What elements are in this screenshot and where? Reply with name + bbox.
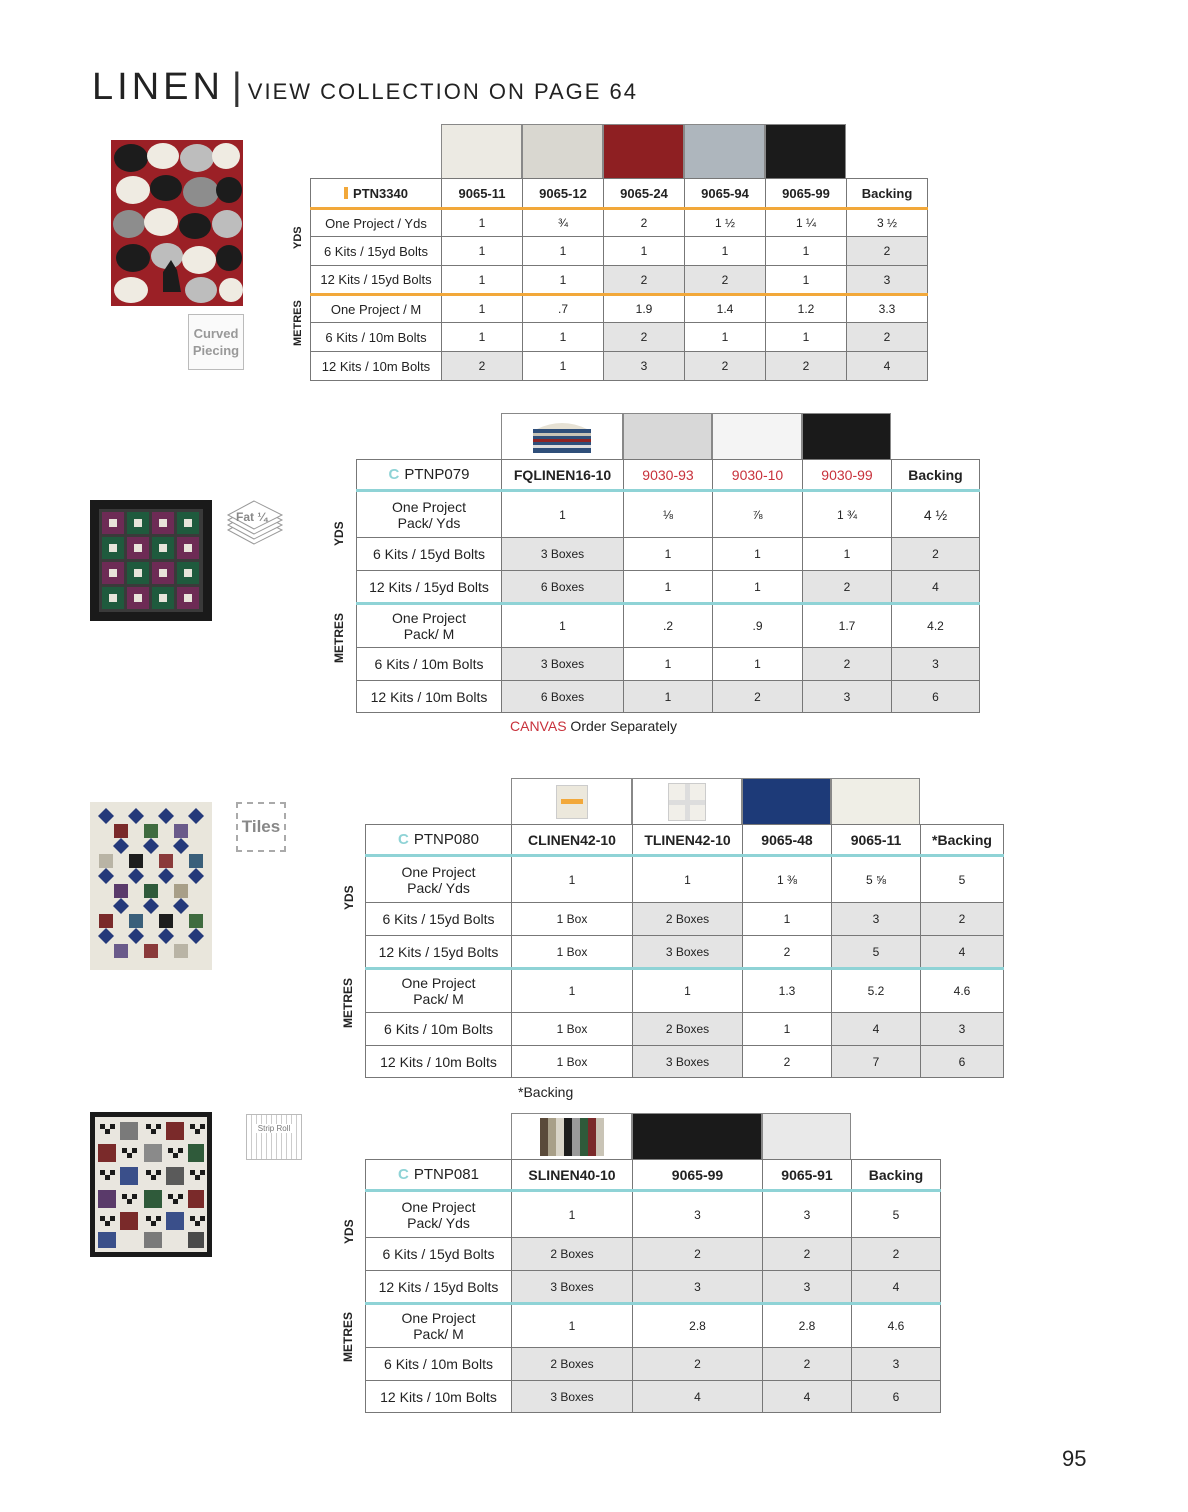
column-header: SLINEN40-10: [512, 1160, 633, 1191]
table-cell: 3: [633, 1271, 763, 1304]
badge-label: Strip Roll: [257, 1123, 291, 1133]
table-cell: 1 Box: [512, 1046, 633, 1078]
yds-group-label: YDS: [342, 1219, 356, 1244]
table-cell: 3 Boxes: [502, 648, 624, 681]
table-cell: 2: [713, 681, 803, 713]
table-row: [357, 491, 980, 538]
badge-label: Curved Piecing: [192, 326, 240, 358]
table-cell: ⅞: [713, 491, 803, 538]
row-label: One Project Pack/ Yds: [357, 491, 502, 538]
swatch-9065-11: [831, 778, 920, 824]
table-header-row: [366, 825, 1004, 856]
row-label: One Project Pack/ Yds: [366, 1191, 512, 1238]
table-cell: 2: [763, 1348, 852, 1381]
table-cell: 4: [852, 1271, 941, 1304]
table-cell: 1: [523, 323, 604, 352]
column-header: 9065-91: [763, 1160, 852, 1191]
log-cabin-quilt-image: [90, 1112, 212, 1257]
badge-label: Fat ¼: [236, 510, 268, 524]
table-row: [366, 903, 1004, 936]
column-header: 9065-48: [743, 825, 832, 856]
row-label: 6 Kits / 10m Bolts: [366, 1348, 512, 1381]
backing-note: *Backing: [518, 1084, 574, 1100]
column-header: Backing: [892, 460, 980, 491]
table-cell: 2: [604, 209, 685, 237]
swatch-9065-12: [522, 124, 603, 178]
yardage-table-ptnp080: [365, 824, 1004, 1078]
table-cell: 1.3: [743, 969, 832, 1013]
table-cell: 4: [921, 936, 1004, 969]
pattern-id: C PTNP080: [366, 825, 512, 856]
row-label: One Project Pack/ M: [357, 604, 502, 648]
row-label: 12 Kits / 10m Bolts: [366, 1046, 512, 1078]
row-label: 12 Kits / 10m Bolts: [311, 352, 442, 381]
table-row: [366, 936, 1004, 969]
table-row: [366, 1381, 941, 1413]
table-cell: 1: [624, 681, 713, 713]
table-cell: 1: [512, 856, 633, 903]
swatch-9030-10: [712, 413, 802, 459]
table-row: [366, 1191, 941, 1238]
table-cell: 1: [685, 323, 766, 352]
table-cell: 1 ¾: [803, 491, 892, 538]
table-cell: 4: [847, 352, 928, 381]
table-cell: 1 Box: [512, 1013, 633, 1046]
title-separator: |: [231, 66, 242, 108]
metres-group-label: METRES: [332, 612, 346, 663]
c-logo-icon: C: [398, 831, 409, 848]
table-cell: 6 Boxes: [502, 681, 624, 713]
table-cell: 2: [847, 237, 928, 266]
table-row: [366, 969, 1004, 1013]
table-cell: 1.2: [766, 295, 847, 323]
c-logo-icon: C: [388, 466, 400, 483]
table-cell: 1: [743, 1013, 832, 1046]
pattern-id: PTN3340: [311, 179, 442, 209]
table-row: [366, 1304, 941, 1348]
table-cell: .2: [624, 604, 713, 648]
table-row: [311, 295, 928, 323]
table-cell: 2: [685, 352, 766, 381]
sheep-quilt-image: [111, 140, 243, 306]
column-header: 9065-99: [766, 179, 847, 209]
table-row: [311, 323, 928, 352]
table-cell: 1: [685, 237, 766, 266]
swatch-9065-48: [742, 778, 831, 824]
canvas-label: CANVAS: [510, 718, 567, 734]
table-cell: 3: [763, 1271, 852, 1304]
swatch-9065-24: [603, 124, 684, 178]
table-cell: 2: [633, 1238, 763, 1271]
table-row: [366, 1013, 1004, 1046]
table-cell: 3: [852, 1348, 941, 1381]
metres-group-label: METRES: [292, 300, 304, 346]
table-row: [366, 1046, 1004, 1078]
collection-subtitle[interactable]: VIEW COLLECTION ON PAGE 64: [247, 79, 639, 104]
column-header: *Backing: [921, 825, 1004, 856]
table-cell: 1: [512, 969, 633, 1013]
row-label: One Project / Yds: [311, 209, 442, 237]
column-header: 9065-99: [633, 1160, 763, 1191]
table-cell: 1 ½: [685, 209, 766, 237]
table-cell: 5 ⅝: [832, 856, 921, 903]
table-cell: 1: [442, 323, 523, 352]
swatch-9030-99: [802, 413, 891, 459]
table-cell: 3: [803, 681, 892, 713]
fat-quarter-badge: [224, 500, 286, 548]
table-cell: 1: [604, 237, 685, 266]
table-cell: 3 Boxes: [633, 1046, 743, 1078]
column-header: CLINEN42-10: [512, 825, 633, 856]
table-cell: 1: [624, 538, 713, 571]
table-cell: 1: [713, 648, 803, 681]
badge-label: Tiles: [241, 817, 281, 836]
table-cell: 1: [713, 538, 803, 571]
strip-roll-badge: [246, 1114, 302, 1160]
table-cell: 1: [766, 323, 847, 352]
tiles-quilt-image: [90, 802, 212, 970]
table-cell: 2 Boxes: [633, 903, 743, 936]
row-label: 6 Kits / 10m Bolts: [357, 648, 502, 681]
yds-group-label: YDS: [292, 226, 304, 249]
table-cell: 2 Boxes: [633, 1013, 743, 1046]
column-header: FQLINEN16-10: [502, 460, 624, 491]
table-cell: 5.2: [832, 969, 921, 1013]
table-cell: 1 Box: [512, 903, 633, 936]
row-label: 6 Kits / 15yd Bolts: [366, 903, 512, 936]
table-row: [311, 209, 928, 237]
column-header: 9030-99: [803, 460, 892, 491]
table-row: [366, 1238, 941, 1271]
tiles-badge: [236, 802, 286, 852]
table-cell: 2: [743, 1046, 832, 1078]
table-cell: 1: [512, 1191, 633, 1238]
row-label: One Project Pack/ M: [366, 1304, 512, 1348]
table-cell: 2: [743, 936, 832, 969]
column-header: 9065-12: [523, 179, 604, 209]
row-label: 6 Kits / 10m Bolts: [311, 323, 442, 352]
table-cell: ⅛: [624, 491, 713, 538]
table-cell: 6 Boxes: [502, 571, 624, 604]
table-cell: 1: [766, 266, 847, 295]
table-cell: 2 Boxes: [512, 1238, 633, 1271]
table-row: [311, 237, 928, 266]
metres-group-label: METRES: [341, 1311, 355, 1362]
table-header-row: [311, 179, 928, 209]
row-label: One Project Pack/ Yds: [366, 856, 512, 903]
table-cell: 4.6: [852, 1304, 941, 1348]
table-row: [366, 856, 1004, 903]
row-label: 12 Kits / 15yd Bolts: [366, 1271, 512, 1304]
table-cell: 3 ½: [847, 209, 928, 237]
table-cell: 1: [803, 538, 892, 571]
table-cell: 2: [604, 323, 685, 352]
row-label: 12 Kits / 15yd Bolts: [357, 571, 502, 604]
table-cell: 1 Box: [512, 936, 633, 969]
c-logo-icon: C: [398, 1166, 409, 1183]
fabric-swatches-t4: [511, 1113, 851, 1159]
table-cell: 4: [763, 1381, 852, 1413]
table-cell: 3 Boxes: [502, 538, 624, 571]
column-header: 9030-93: [624, 460, 713, 491]
orange-marker: [344, 187, 348, 199]
swatch-9065-99: [765, 124, 846, 178]
table-cell: 1: [442, 209, 523, 237]
table-cell: 1.9: [604, 295, 685, 323]
fat-quarter-stack-icon: [224, 500, 286, 548]
row-label: 12 Kits / 10m Bolts: [357, 681, 502, 713]
table-cell: 6: [892, 681, 980, 713]
table-cell: 6: [921, 1046, 1004, 1078]
row-label: 6 Kits / 15yd Bolts: [357, 538, 502, 571]
table-cell: 1: [502, 491, 624, 538]
column-header: 9065-11: [832, 825, 921, 856]
table-cell: 2: [685, 266, 766, 295]
row-label: 6 Kits / 15yd Bolts: [311, 237, 442, 266]
curved-piecing-badge: [188, 314, 244, 370]
table-cell: 3: [604, 352, 685, 381]
row-label: 12 Kits / 10m Bolts: [366, 1381, 512, 1413]
table-cell: 1: [442, 237, 523, 266]
table-cell: 1: [442, 266, 523, 295]
table-cell: 1: [713, 571, 803, 604]
table-cell: 4 ½: [892, 491, 980, 538]
table-cell: .7: [523, 295, 604, 323]
table-cell: 1: [512, 1304, 633, 1348]
table-cell: 4.2: [892, 604, 980, 648]
swatch-9030-93: [623, 413, 712, 459]
table-row: [311, 266, 928, 295]
table-cell: 2 Boxes: [512, 1348, 633, 1381]
table-cell: 6: [852, 1381, 941, 1413]
swatch-9065-99: [632, 1113, 762, 1159]
table-cell: 4: [633, 1381, 763, 1413]
table-cell: 1.7: [803, 604, 892, 648]
swatch-9065-11: [441, 124, 522, 178]
table-cell: 1: [633, 969, 743, 1013]
table-cell: 2: [633, 1348, 763, 1381]
yardage-table-ptnp079: [356, 459, 980, 713]
table-cell: 2.8: [763, 1304, 852, 1348]
table-row: [357, 538, 980, 571]
table-cell: 2: [766, 352, 847, 381]
column-header: Backing: [852, 1160, 941, 1191]
yds-group-label: YDS: [342, 885, 356, 910]
fabric-swatches-t1: [441, 124, 846, 178]
strip-roll-pack-icon: [511, 1113, 632, 1159]
tile-pack-icon: [632, 778, 742, 824]
table-cell: 3: [847, 266, 928, 295]
table-row: [366, 1271, 941, 1304]
table-cell: 2: [803, 571, 892, 604]
charm-pack-icon: [511, 778, 632, 824]
table-cell: 5: [832, 936, 921, 969]
table-cell: 1: [743, 903, 832, 936]
table-cell: 1.4: [685, 295, 766, 323]
table-row: [366, 1348, 941, 1381]
table-cell: 3 Boxes: [633, 936, 743, 969]
table-cell: 1: [633, 856, 743, 903]
table-cell: ¾: [523, 209, 604, 237]
table-cell: 3: [892, 648, 980, 681]
table-cell: 2: [604, 266, 685, 295]
page-number: 95: [1062, 1446, 1087, 1471]
table-cell: 1: [523, 237, 604, 266]
table-cell: 7: [832, 1046, 921, 1078]
table-cell: 1: [502, 604, 624, 648]
table-cell: 3 Boxes: [512, 1271, 633, 1304]
table-header-row: [357, 460, 980, 491]
table-cell: 1: [523, 266, 604, 295]
column-header: Backing: [847, 179, 928, 209]
pattern-id: C PTNP079: [357, 460, 502, 491]
table-cell: 1: [442, 295, 523, 323]
star-quilt-image: [90, 500, 212, 621]
fabric-swatches-t3: [511, 778, 920, 824]
table-cell: 1: [523, 352, 604, 381]
table-header-row: [366, 1160, 941, 1191]
table-cell: 2.8: [633, 1304, 763, 1348]
row-label: 12 Kits / 15yd Bolts: [366, 936, 512, 969]
fabric-swatches-t2: [501, 413, 891, 459]
yardage-table-ptn3340: [310, 178, 928, 381]
table-cell: 5: [852, 1191, 941, 1238]
table-row: [357, 604, 980, 648]
table-cell: 2: [921, 903, 1004, 936]
column-header: TLINEN42-10: [633, 825, 743, 856]
yds-group-label: YDS: [332, 521, 346, 546]
table-cell: 2: [763, 1238, 852, 1271]
table-cell: 3: [763, 1191, 852, 1238]
table-cell: 2: [803, 648, 892, 681]
column-header: 9065-24: [604, 179, 685, 209]
swatch-9065-91: [762, 1113, 851, 1159]
table-cell: 4: [892, 571, 980, 604]
table-row: [357, 648, 980, 681]
swatch-9065-94: [684, 124, 765, 178]
column-header: 9065-11: [442, 179, 523, 209]
row-label: One Project / M: [311, 295, 442, 323]
table-row: [311, 352, 928, 381]
table-cell: 2: [892, 538, 980, 571]
collection-title: LINEN: [92, 66, 224, 108]
metres-group-label: METRES: [341, 977, 355, 1028]
table-cell: 4.6: [921, 969, 1004, 1013]
table-cell: .9: [713, 604, 803, 648]
table-cell: 2: [852, 1238, 941, 1271]
table-cell: 2: [847, 323, 928, 352]
column-header: 9030-10: [713, 460, 803, 491]
table-row: [357, 571, 980, 604]
pattern-id: C PTNP081: [366, 1160, 512, 1191]
canvas-order-note: CANVAS Order Separately: [510, 718, 678, 734]
table-cell: 1: [624, 571, 713, 604]
table-cell: 2: [442, 352, 523, 381]
table-cell: 3.3: [847, 295, 928, 323]
table-cell: 1 ¼: [766, 209, 847, 237]
table-cell: 3: [832, 903, 921, 936]
table-cell: 3: [921, 1013, 1004, 1046]
row-label: 12 Kits / 15yd Bolts: [311, 266, 442, 295]
table-row: [357, 681, 980, 713]
column-header: 9065-94: [685, 179, 766, 209]
table-cell: 1: [624, 648, 713, 681]
row-label: 6 Kits / 15yd Bolts: [366, 1238, 512, 1271]
row-label: One Project Pack/ M: [366, 969, 512, 1013]
fq-bundle-icon: [501, 413, 623, 459]
table-cell: 3: [633, 1191, 763, 1238]
page-header: [92, 66, 638, 109]
table-cell: 4: [832, 1013, 921, 1046]
table-cell: 1 ⅜: [743, 856, 832, 903]
table-cell: 3 Boxes: [512, 1381, 633, 1413]
row-label: 6 Kits / 10m Bolts: [366, 1013, 512, 1046]
table-cell: 5: [921, 856, 1004, 903]
table-cell: 1: [766, 237, 847, 266]
yardage-table-ptnp081: [365, 1159, 941, 1413]
